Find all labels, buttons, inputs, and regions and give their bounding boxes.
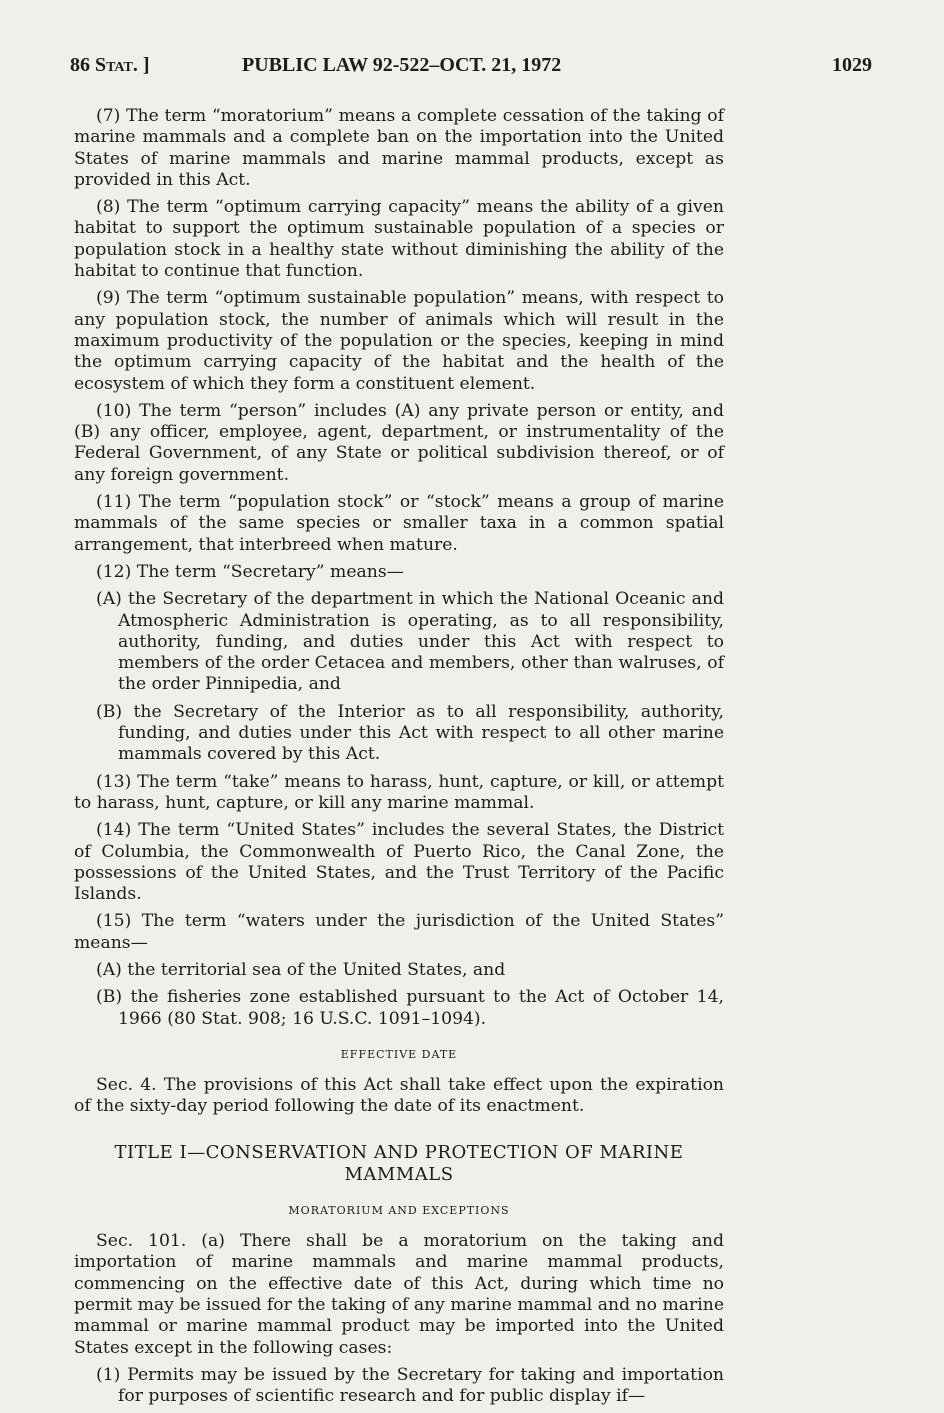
section-101-1: (1) Permits may be issued by the Secretary for taking and importation for purposes of scientific research and for public display if— — [96, 1364, 724, 1407]
paragraph-7: (7) The term “moratorium” means a complete cessation of the taking of marine mammals and a complete ban on the importation into the United States of marine mammals and marine mammal products, except as provided in this Act. — [74, 106, 724, 190]
paragraph-12: (12) The term “Secretary” means— — [96, 561, 404, 582]
law-title: PUBLIC LAW 92-522–OCT. 21, 1972 — [242, 54, 562, 76]
section-101: Sec. 101. (a) There shall be a moratorium on the taking and importation of marine mammals and marine mammal products, commencing on the effective date of this Act, during which time no permit may be issued for the taking of any marine mammal and no marine mammal or marine mammal product may be imported into the United States except in the following cases: — [74, 1231, 724, 1358]
paragraph-15b: (B) the fisheries zone established pursuant to the Act of October 14, 1966 (80 Stat. 908; 16 U.S.C. 1091–1094). — [96, 987, 724, 1029]
paragraph-15a: (A) the territorial sea of the United States, and — [96, 959, 506, 980]
paragraph-11: (11) The term “population stock” or “stock” means a group of marine mammals of the same species or smaller taxa in a common spatial arrangement, that interbreed when mature. — [74, 492, 724, 555]
document-body — [74, 106, 724, 1413]
paragraph-13: (13) The term “take” means to harass, hunt, capture, or kill, or attempt to harass, hunt, capture, or kill any marine mammal. — [74, 771, 724, 813]
section-4: Sec. 4. The provisions of this Act shall take effect upon the expiration of the sixty-day period following the date of its enactment. — [74, 1075, 724, 1117]
paragraph-12a: (A) the Secretary of the department in which the National Oceanic and Atmospheric Administration is operating, as to all responsibility, authority, funding, and duties under this Act with respect to members of the order Cetacea and members, other than walruses, of the order Pinnipedia, and — [96, 589, 724, 695]
paragraph-9: (9) The term “optimum sustainable population” means, with respect to any population stock, the number of animals which will result in the maximum productivity of the population or the species, keeping in mind the optimum carrying capacity of the habitat and the health of the ecosystem of which they form a constituent element. — [74, 288, 724, 394]
paragraph-8: (8) The term “optimum carrying capacity” means the ability of a given habitat to support the optimum sustainable population of a species or population stock in a healthy state without diminishing the ability of the habitat to continue that function. — [74, 197, 724, 282]
caption-effective-date: EFFECTIVE DATE — [340, 1047, 458, 1061]
page-header — [70, 54, 872, 84]
page-number: 1029 — [832, 54, 872, 76]
paragraph-14: (14) The term “United States” includes the several States, the District of Columbia, the Commonwealth of Puerto Rico, the Canal Zone, the possessions of the United States, and the Trust Territory of the Pacific Islands. — [74, 820, 724, 905]
caption-moratorium: MORATORIUM AND EXCEPTIONS — [288, 1203, 510, 1217]
paragraph-15: (15) The term “waters under the jurisdiction of the United States” means— — [74, 911, 724, 953]
statute-reference: 86 Stat. ] — [70, 54, 150, 76]
paragraph-12b: (B) the Secretary of the Interior as to all responsibility, authority, funding, and duties under this Act with respect to all other marine mammals covered by this Act. — [96, 701, 724, 765]
paragraph-10: (10) The term “person” includes (A) any private person or entity, and (B) any officer, employee, agent, department, or instrumentality of the Federal Government, of any State or political subdivision thereof, or of any foreign government. — [74, 400, 724, 485]
title-heading: TITLE I—CONSERVATION AND PROTECTION OF MARINE MAMMALS — [114, 1141, 684, 1185]
